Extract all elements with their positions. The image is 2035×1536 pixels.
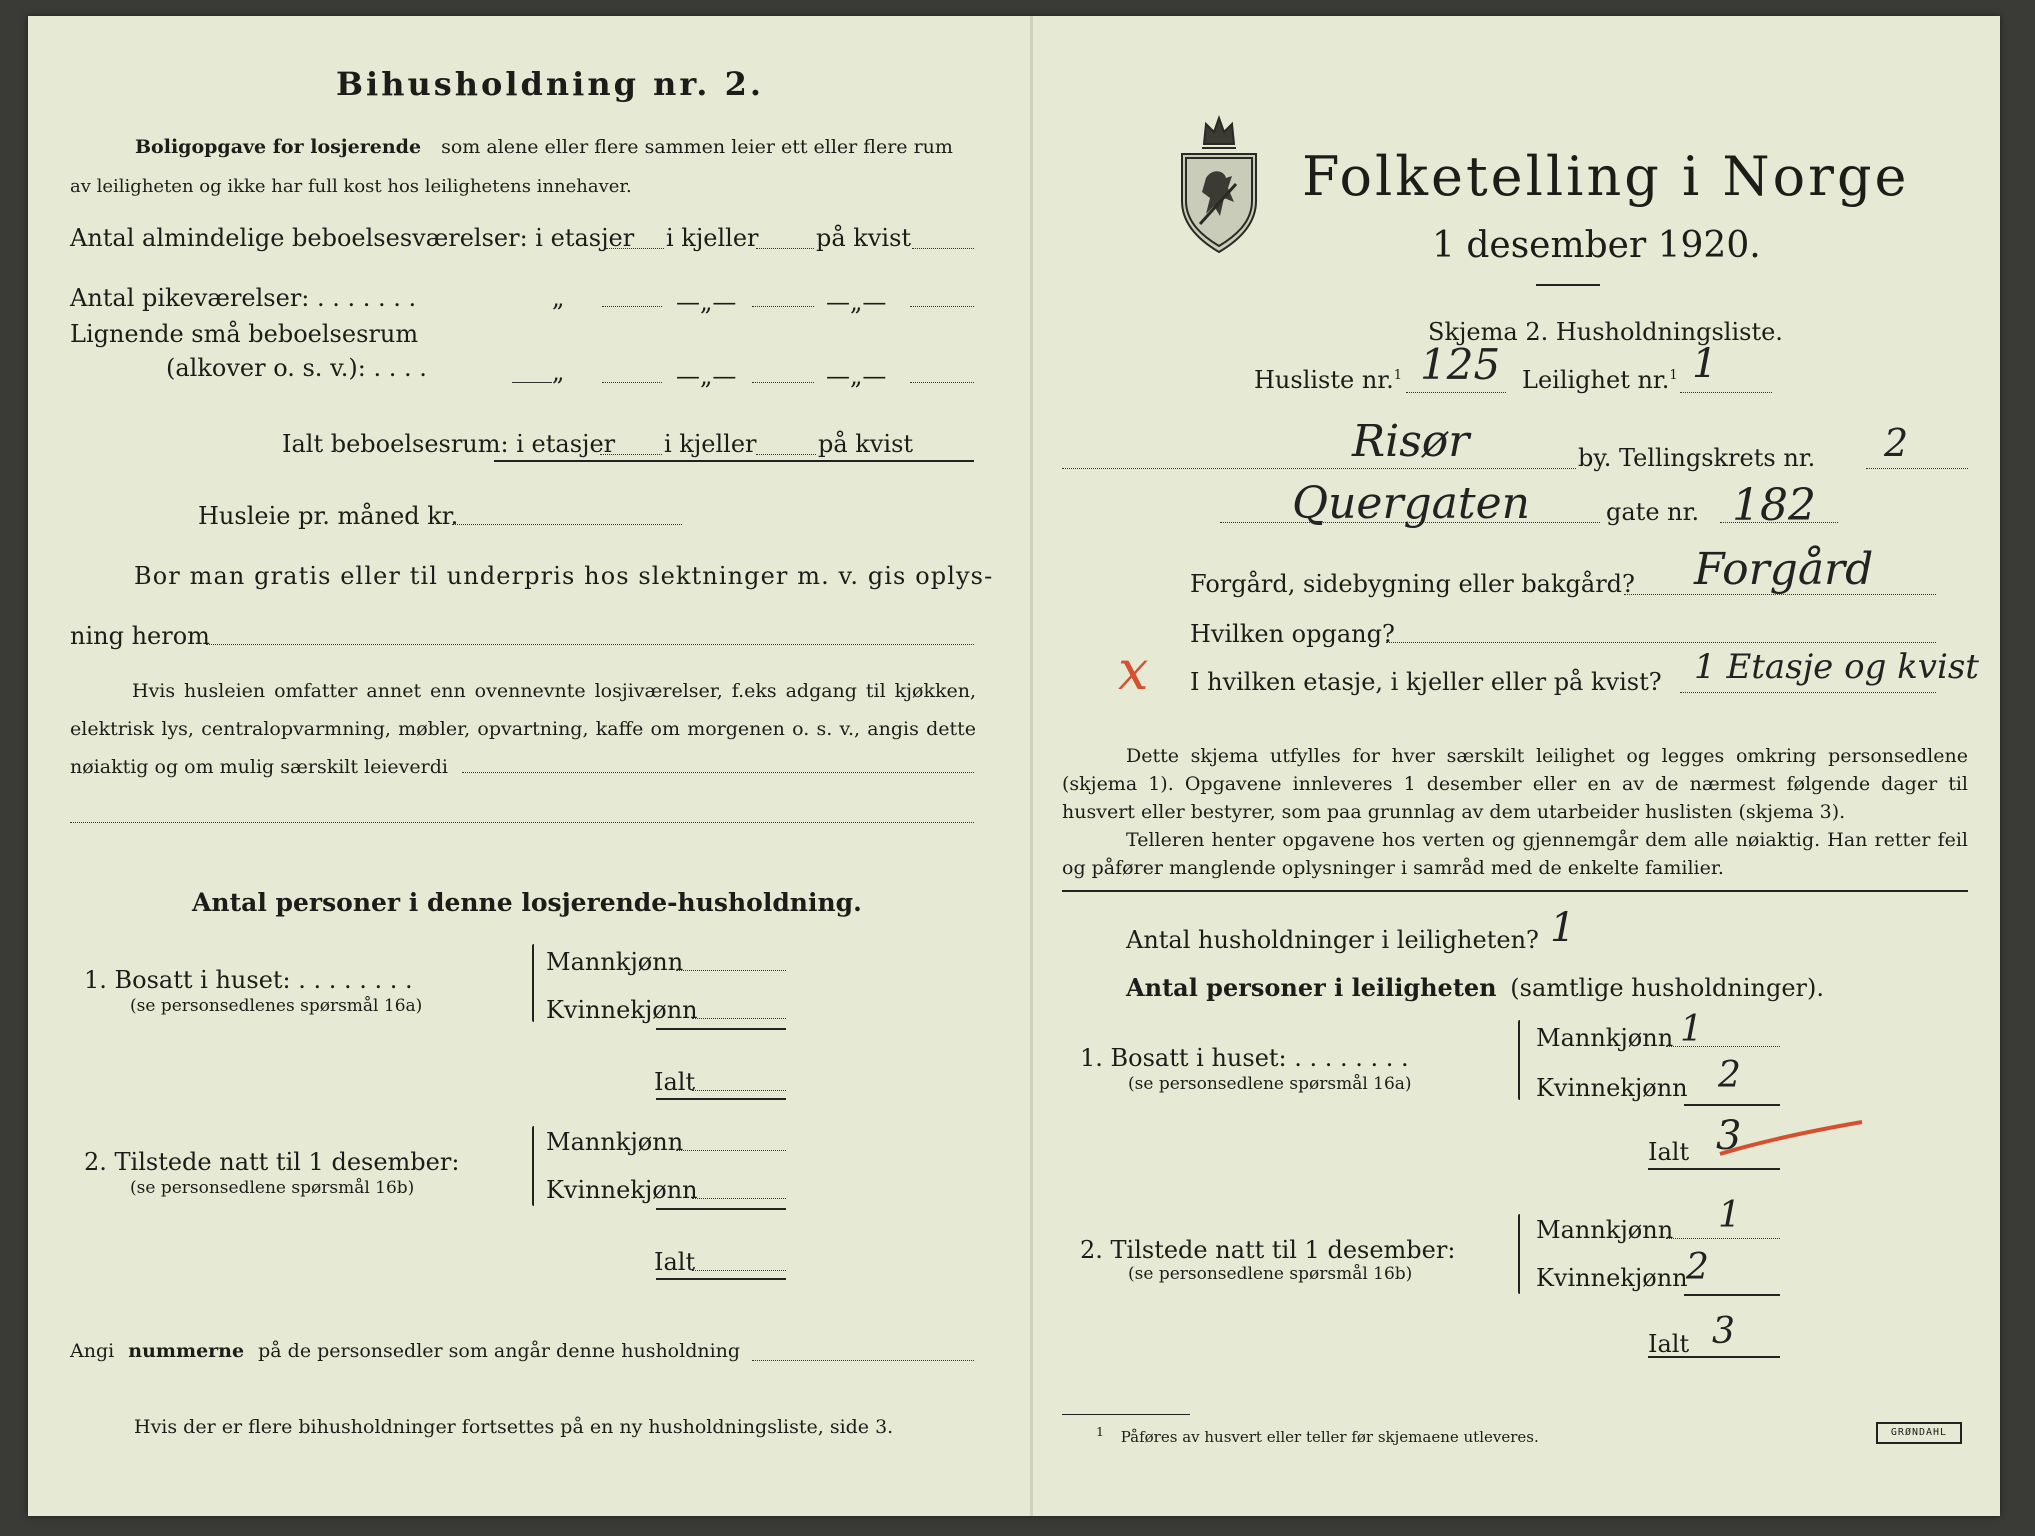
lign-field-0[interactable]	[512, 382, 552, 383]
right-q2-kvinne-value[interactable]: 2	[1686, 1247, 1709, 1288]
right-q1-sum-rule	[1684, 1104, 1780, 1106]
leilighet-value[interactable]: 1	[1692, 341, 1718, 387]
left-q2-ialt-field[interactable]	[692, 1270, 786, 1271]
leilighet-text: Leilighet nr.	[1522, 366, 1670, 394]
ialt-kjeller-field[interactable]	[756, 454, 816, 455]
left-q1-sub: (se personsedlenes spørsmål 16a)	[130, 996, 423, 1016]
right-q2-mann-field[interactable]	[1666, 1238, 1780, 1239]
right-date: 1 desember 1920.	[1432, 225, 1761, 266]
leieverdi-field-2[interactable]	[70, 822, 974, 823]
left-q2-kvinne-field[interactable]	[692, 1198, 786, 1199]
ialt-rum-label: Ialt beboelsesrum: i etasjer	[282, 430, 616, 458]
husliste-field[interactable]	[1406, 392, 1506, 393]
instr-text-1: Dette skjema utfylles for hver særskilt leilighet og legges omkring personsedlene (skjema 1). Opgavene innleveres 1 desember eller en av de nærmest følgende dager til husvert eller bestyrer, som paa grunnlag av dem utarbeider huslisten (skjema 3).	[1062, 745, 1968, 823]
footnote	[1096, 1426, 1539, 1445]
left-q2-mann-field[interactable]	[676, 1150, 786, 1151]
by-value[interactable]: Risør	[1352, 416, 1470, 467]
left-q1-label: 1. Bosatt i huset: . . . . . . . .	[84, 966, 413, 994]
left-q2-ialt: Ialt	[654, 1248, 696, 1276]
right-q1-ialt-value[interactable]: 3	[1716, 1113, 1742, 1159]
right-q1-kvinne-value[interactable]: 2	[1718, 1055, 1741, 1096]
rooms-kjeller-label: i kjeller	[666, 224, 759, 252]
gate-label: gate nr.	[1606, 498, 1700, 526]
bor-field[interactable]	[206, 644, 974, 645]
printer-stamp: GRØNDAHL	[1876, 1422, 1962, 1444]
left-q1-ialt-rule	[656, 1098, 786, 1100]
pike-ditto-3: —„—	[826, 288, 887, 316]
right-q1-brace	[1518, 1020, 1520, 1100]
antal-heading: Antal personer i denne losjerende-husholdning.	[192, 888, 862, 917]
krets-value[interactable]: 2	[1884, 421, 1909, 465]
leilighet-label	[1522, 368, 1678, 392]
lign-ditto-3: —„—	[826, 362, 887, 390]
right-q2-brace	[1518, 1214, 1520, 1294]
red-check-mark: x	[1118, 639, 1149, 702]
right-q2-sum-rule	[1684, 1294, 1780, 1296]
pers-bold: Antal personer i leiligheten	[1126, 973, 1497, 1002]
lign-label-2: (alkover o. s. v.): . . . .	[166, 354, 427, 382]
lign-field-1[interactable]	[602, 382, 662, 383]
pike-ditto-1: „	[552, 284, 565, 312]
ialt-etasjer-field[interactable]	[600, 454, 662, 455]
bor-line-2: ning herom	[70, 622, 210, 650]
title-rule	[1536, 284, 1600, 286]
right-q1-mann-field[interactable]	[1666, 1046, 1780, 1047]
hvis-paragraph	[70, 672, 976, 786]
right-q1-kvinne: Kvinnekjønn	[1536, 1074, 1688, 1102]
pers-rest: (samtlige husholdninger).	[1510, 974, 1825, 1002]
hush-value[interactable]: 1	[1550, 905, 1576, 951]
husliste-text: Husliste nr.	[1254, 366, 1394, 394]
right-q1-mann: Mannkjønn	[1536, 1024, 1674, 1052]
leilighet-footnote-mark: 1	[1669, 368, 1678, 383]
hush-label: Antal husholdninger i leiligheten?	[1126, 926, 1539, 954]
left-q1-sum-rule	[656, 1028, 786, 1030]
right-q2-ialt: Ialt	[1648, 1330, 1690, 1358]
pike-field-1[interactable]	[602, 306, 662, 307]
right-q1-ialt-rule	[1648, 1168, 1780, 1170]
footnote-text: Påføres av husvert eller teller før skjemaene utleveres.	[1120, 1428, 1539, 1446]
intro-rest: som alene eller flere sammen leier ett eller flere rum	[441, 136, 953, 158]
intro-bold: Boligopgave for losjerende	[135, 136, 422, 158]
etasje-value[interactable]: 1 Etasje og kvist	[1694, 647, 1979, 687]
lign-label-1: Lignende små beboelsesrum	[70, 320, 419, 348]
angi-field[interactable]	[752, 1360, 974, 1361]
opgang-label: Hvilken opgang?	[1190, 620, 1395, 648]
left-q1-ialt-field[interactable]	[692, 1090, 786, 1091]
left-q1-mann-field[interactable]	[676, 970, 786, 971]
rooms-kjeller-field[interactable]	[756, 248, 814, 249]
lign-ditto-1: „	[552, 358, 565, 386]
husleie-field[interactable]	[452, 524, 682, 525]
left-q1-kvinne: Kvinnekjønn	[546, 996, 698, 1024]
rooms-etasjer-field[interactable]	[606, 248, 664, 249]
coat-of-arms-icon	[1176, 106, 1262, 256]
left-q2-kvinne: Kvinnekjønn	[546, 1176, 698, 1204]
page-fold	[1030, 16, 1033, 1516]
left-title: Bihusholdning nr. 2.	[336, 65, 764, 103]
husliste-footnote-mark: 1	[1393, 368, 1403, 383]
footnote-rule	[1062, 1414, 1190, 1415]
husliste-value[interactable]: 125	[1420, 340, 1501, 389]
pike-label: Antal pikeværelser: . . . . . . .	[70, 284, 417, 312]
pike-ditto-2: —„—	[676, 288, 737, 316]
krets-field[interactable]	[1866, 468, 1968, 469]
opgang-field[interactable]	[1386, 642, 1936, 643]
right-q2-ialt-rule	[1648, 1356, 1780, 1358]
left-q1-kvinne-field[interactable]	[692, 1018, 786, 1019]
lign-field-2[interactable]	[752, 382, 814, 383]
skjema-label: Skjema 2. Husholdningsliste.	[1428, 318, 1783, 346]
right-q2-label: 2. Tilstede natt til 1 desember:	[1080, 1236, 1456, 1264]
instr-rule	[1062, 890, 1968, 892]
right-q2-mann-value[interactable]: 1	[1718, 1195, 1741, 1236]
right-q2-mann: Mannkjønn	[1536, 1216, 1674, 1244]
red-correction-stroke	[1716, 1113, 1866, 1159]
left-q2-sum-rule	[656, 1208, 786, 1210]
by-label: by. Tellingskrets nr.	[1578, 444, 1816, 472]
rooms-kvist-label: på kvist	[816, 224, 912, 252]
angi-post: på de personsedler som angår denne husholdning	[258, 1340, 741, 1362]
right-title: Folketelling i Norge	[1302, 145, 1910, 208]
gate-field[interactable]	[1220, 522, 1600, 523]
left-q2-sub: (se personsedlene spørsmål 16b)	[130, 1178, 415, 1198]
left-footer: Hvis der er flere bihusholdninger fortsettes på en ny husholdningsliste, side 3.	[134, 1416, 894, 1438]
left-q1-mann: Mannkjønn	[546, 948, 684, 976]
hvis-text: Hvis husleien omfatter annet enn ovennevnte losjiværelser, f.eks adgang til kjøkken, elektrisk lys, centralopvarmning, møbler, opvartning, kaffe om morgenen o. s. v., angis dette nøiaktig og om mulig særskilt leieverdi	[70, 680, 976, 778]
angi-pre: Angi	[70, 1340, 115, 1362]
ialt-rule	[494, 460, 974, 462]
leilighet-field[interactable]	[1680, 392, 1772, 393]
right-q1-sub: (se personsedlene spørsmål 16a)	[1128, 1074, 1412, 1094]
left-q2-ialt-rule	[656, 1278, 786, 1280]
instr-paragraph-1	[1062, 742, 1968, 826]
etasje-label: I hvilken etasje, i kjeller eller på kvist?	[1190, 668, 1662, 696]
etasje-field[interactable]	[1680, 692, 1936, 693]
left-q2-mann: Mannkjønn	[546, 1128, 684, 1156]
forgard-field[interactable]	[1624, 594, 1936, 595]
angi-bold: nummerne	[128, 1340, 245, 1362]
rooms-kvist-field[interactable]	[912, 248, 974, 249]
intro-line-2: av leiligheten og ikke har full kost hos leilighetens innehaver.	[70, 176, 632, 197]
right-q2-sub: (se personsedlene spørsmål 16b)	[1128, 1264, 1413, 1284]
right-q2-ialt-value[interactable]: 3	[1712, 1311, 1735, 1352]
husleie-label: Husleie pr. måned kr.	[198, 502, 459, 530]
lign-ditto-2: —„—	[676, 362, 737, 390]
pike-field-3[interactable]	[910, 306, 974, 307]
gate-value[interactable]: Quergaten	[1292, 478, 1530, 529]
forgard-label: Forgård, sidebygning eller bakgård?	[1190, 570, 1635, 598]
pers-heading	[1126, 973, 1825, 1002]
angi-line	[70, 1342, 740, 1361]
right-q1-ialt: Ialt	[1648, 1138, 1690, 1166]
ialt-kvist-label: på kvist	[818, 430, 914, 458]
leieverdi-field[interactable]	[462, 772, 974, 773]
pike-field-2[interactable]	[752, 306, 814, 307]
forgard-value[interactable]: Forgård	[1694, 544, 1874, 595]
lign-field-3[interactable]	[910, 382, 974, 383]
by-field[interactable]	[1062, 468, 1576, 469]
left-q2-label: 2. Tilstede natt til 1 desember:	[84, 1148, 460, 1176]
husliste-label	[1254, 368, 1402, 392]
intro-line-1	[135, 138, 953, 157]
right-q2-kvinne: Kvinnekjønn	[1536, 1264, 1688, 1292]
instr-text-2: Telleren henter opgavene hos verten og gjennemgår dem alle nøiaktig. Han retter feil og påfører manglende oplysninger i samråd med de enkelte familier.	[1062, 829, 1968, 879]
instr-paragraph-2	[1062, 826, 1968, 882]
right-q1-mann-value[interactable]: 1	[1680, 1009, 1703, 1050]
left-q1-brace	[532, 944, 534, 1022]
footnote-number: 1	[1096, 1424, 1104, 1439]
left-q1-ialt: Ialt	[654, 1068, 696, 1096]
ialt-kjeller-label: i kjeller	[664, 430, 757, 458]
right-q1-label: 1. Bosatt i huset: . . . . . . . .	[1080, 1044, 1409, 1072]
left-q2-brace	[532, 1126, 534, 1206]
gate-nr-field[interactable]	[1720, 522, 1838, 523]
bor-line-1: Bor man gratis eller til underpris hos slektninger m. v. gis oplys-	[134, 562, 994, 590]
gate-nr-value[interactable]: 182	[1732, 480, 1816, 531]
rooms-label: Antal almindelige beboelsesværelser: i etasjer	[70, 224, 635, 252]
